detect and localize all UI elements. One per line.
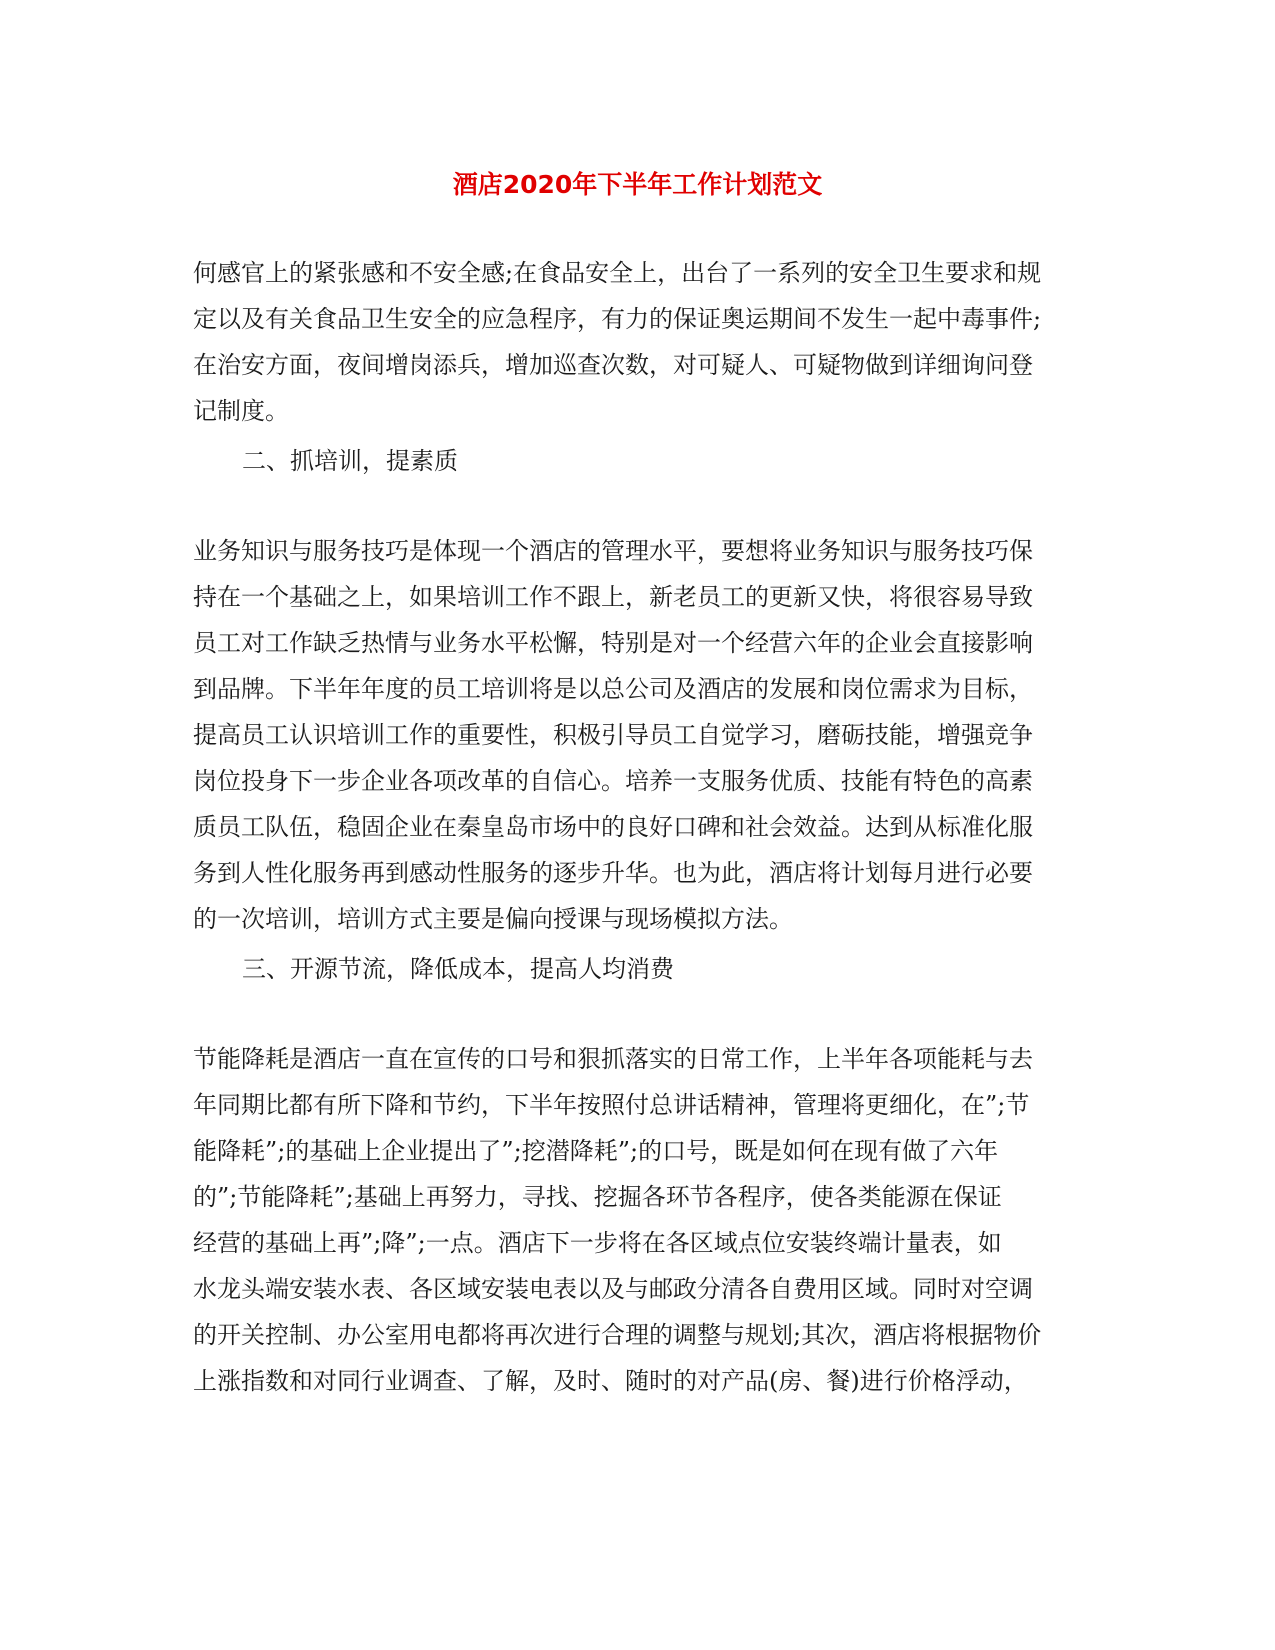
paragraph-line: 定以及有关食品卫生安全的应急程序，有力的保证奥运期间不发生一起中毒事件; [193,305,1042,333]
paragraph-line: 岗位投身下一步企业各项改革的自信心。培养一支服务优质、技能有特色的高素 [193,767,1033,795]
section-heading: 三、开源节流，降低成本，提高人均消费 [242,955,674,983]
section-heading: 二、抓培训，提素质 [242,447,458,475]
paragraph-line: 在治安方面，夜间增岗添兵，增加巡查次数，对可疑人、可疑物做到详细询问登 [193,351,1033,379]
paragraph-line: 员工对工作缺乏热情与业务水平松懈，特别是对一个经营六年的企业会直接影响 [193,629,1033,657]
paragraph-line: 能降耗”;的基础上企业提出了”;挖潜降耗”;的口号，既是如何在现有做了六年 [193,1137,999,1165]
paragraph-line: 业务知识与服务技巧是体现一个酒店的管理水平，要想将业务知识与服务技巧保 [193,537,1033,565]
paragraph-line: 的”;节能降耗”;基础上再努力，寻找、挖掘各环节各程序，使各类能源在保证 [193,1183,1002,1211]
paragraph-line: 务到人性化服务再到感动性服务的逐步升华。也为此，酒店将计划每月进行必要 [193,859,1033,887]
paragraph-line: 提高员工认识培训工作的重要性，积极引导员工自觉学习，磨砺技能，增强竞争 [193,721,1033,749]
document-title: 酒店2020年下半年工作计划范文 [452,170,823,199]
paragraph-line: 质员工队伍，稳固企业在秦皇岛市场中的良好口碑和社会效益。达到从标准化服 [193,813,1033,841]
paragraph-line: 何感官上的紧张感和不安全感;在食品安全上，出台了一系列的安全卫生要求和规 [193,259,1042,287]
paragraph-line: 节能降耗是酒店一直在宣传的口号和狠抓落实的日常工作，上半年各项能耗与去 [193,1045,1033,1073]
paragraph-line: 的一次培训，培训方式主要是偏向授课与现场模拟方法。 [193,905,793,933]
paragraph-line: 持在一个基础之上，如果培训工作不跟上，新老员工的更新又快，将很容易导致 [193,583,1033,611]
paragraph-line: 水龙头端安装水表、各区域安装电表以及与邮政分清各自费用区域。同时对空调 [193,1275,1033,1303]
paragraph-line: 经营的基础上再”;降”;一点。酒店下一步将在各区域点位安装终端计量表，如 [193,1229,1002,1257]
paragraph-line: 到品牌。下半年年度的员工培训将是以总公司及酒店的发展和岗位需求为目标， [193,675,1033,703]
paragraph-line: 年同期比都有所下降和节约，下半年按照付总讲话精神，管理将更细化，在”;节 [193,1091,1030,1119]
paragraph-line: 上涨指数和对同行业调查、了解，及时、随时的对产品(房、餐)进行价格浮动， [193,1367,1028,1395]
paragraph-line: 的开关控制、办公室用电都将再次进行合理的调整与规划;其次，酒店将根据物价 [193,1321,1042,1349]
paragraph-line: 记制度。 [193,397,289,425]
